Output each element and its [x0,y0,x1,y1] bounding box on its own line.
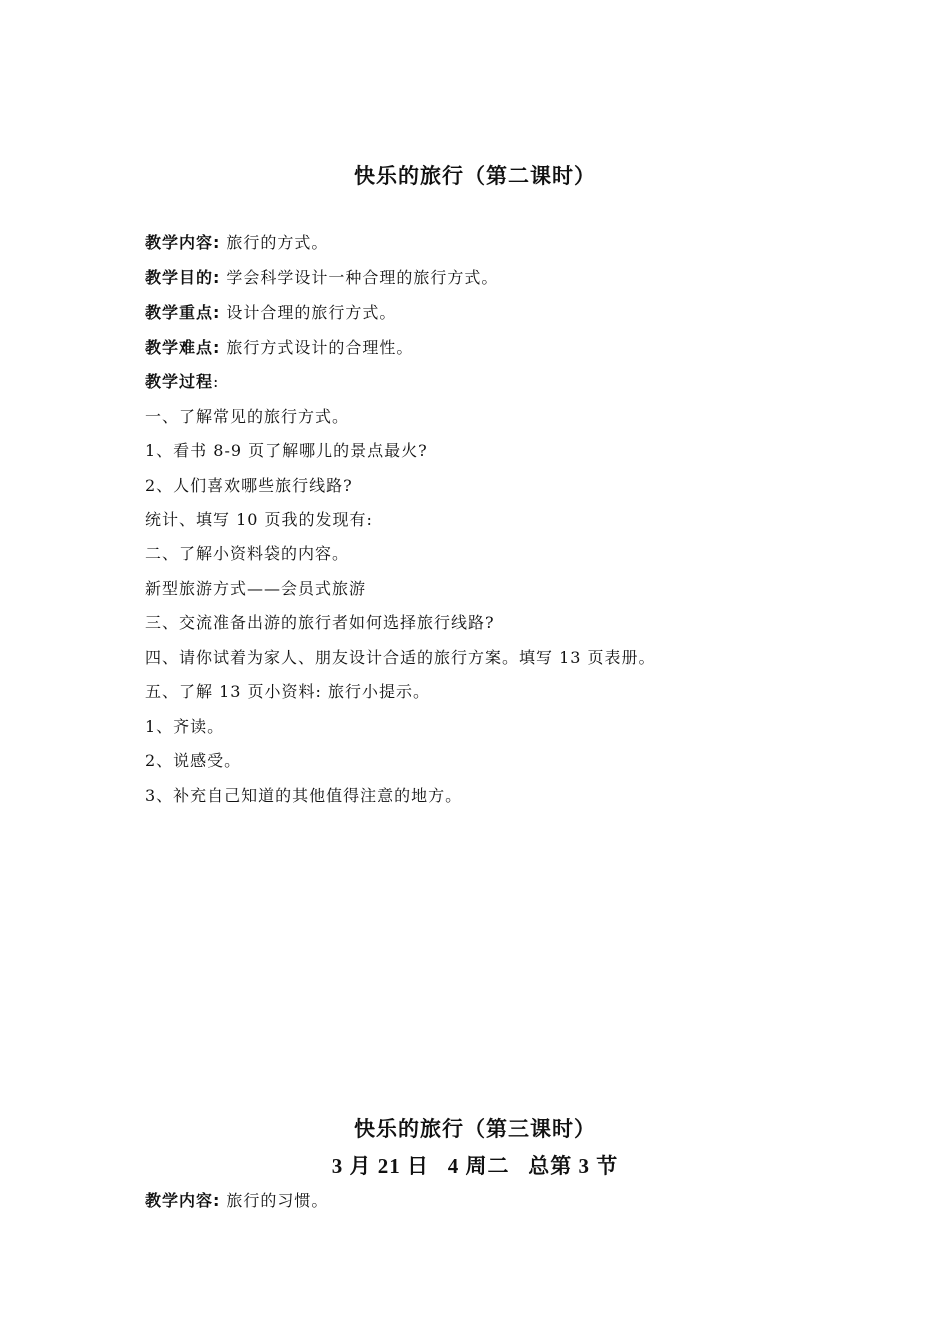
step-item: 3、补充自己知道的其他值得注意的地方。 [145,786,463,805]
content-value: 旅行的习惯。 [226,1191,329,1210]
step-item: 统计、填写 10 页我的发现有: [145,510,373,529]
lesson2-difficult-row [145,337,413,359]
lesson2-content-row [145,232,328,254]
lesson2-process-row [145,371,219,393]
difficult-label: 教学难点: [145,338,221,357]
step-item: 2、说感受。 [145,751,242,770]
lesson2-key-row [145,302,396,324]
lesson2-goal-row [145,267,498,289]
process-colon: : [213,372,220,391]
difficult-value: 旅行方式设计的合理性。 [226,338,414,357]
lesson3-content-row [145,1190,328,1212]
goal-value: 学会科学设计一种合理的旅行方式。 [226,268,499,287]
step-item: 1、看书 8-9 页了解哪儿的景点最火? [145,441,428,460]
process-label: 教学过程 [145,372,214,391]
lesson3-date-line: 3 月 21 日 4 周二 总第 3 节 [331,1154,619,1178]
step-item: 三、交流准备出游的旅行者如何选择旅行线路? [145,613,495,632]
lesson2-title: 快乐的旅行（第二课时） [354,164,596,188]
key-label: 教学重点: [145,303,221,322]
step-item: 五、了解 13 页小资料: 旅行小提示。 [145,682,431,701]
step-item: 新型旅游方式——会员式旅游 [145,579,367,598]
key-value: 设计合理的旅行方式。 [226,303,397,322]
step-item: 1、齐读。 [145,717,225,736]
step-item: 一、了解常见的旅行方式。 [145,407,350,426]
content-value: 旅行的方式。 [226,233,329,252]
step-item: 2、人们喜欢哪些旅行线路? [145,476,353,495]
lesson3-title: 快乐的旅行（第三课时） [354,1117,596,1141]
content-label: 教学内容: [145,233,221,252]
content-label: 教学内容: [145,1191,221,1210]
goal-label: 教学目的: [145,268,221,287]
step-item: 四、请你试着为家人、朋友设计合适的旅行方案。填写 13 页表册。 [145,648,656,667]
step-item: 二、了解小资料袋的内容。 [145,544,350,563]
